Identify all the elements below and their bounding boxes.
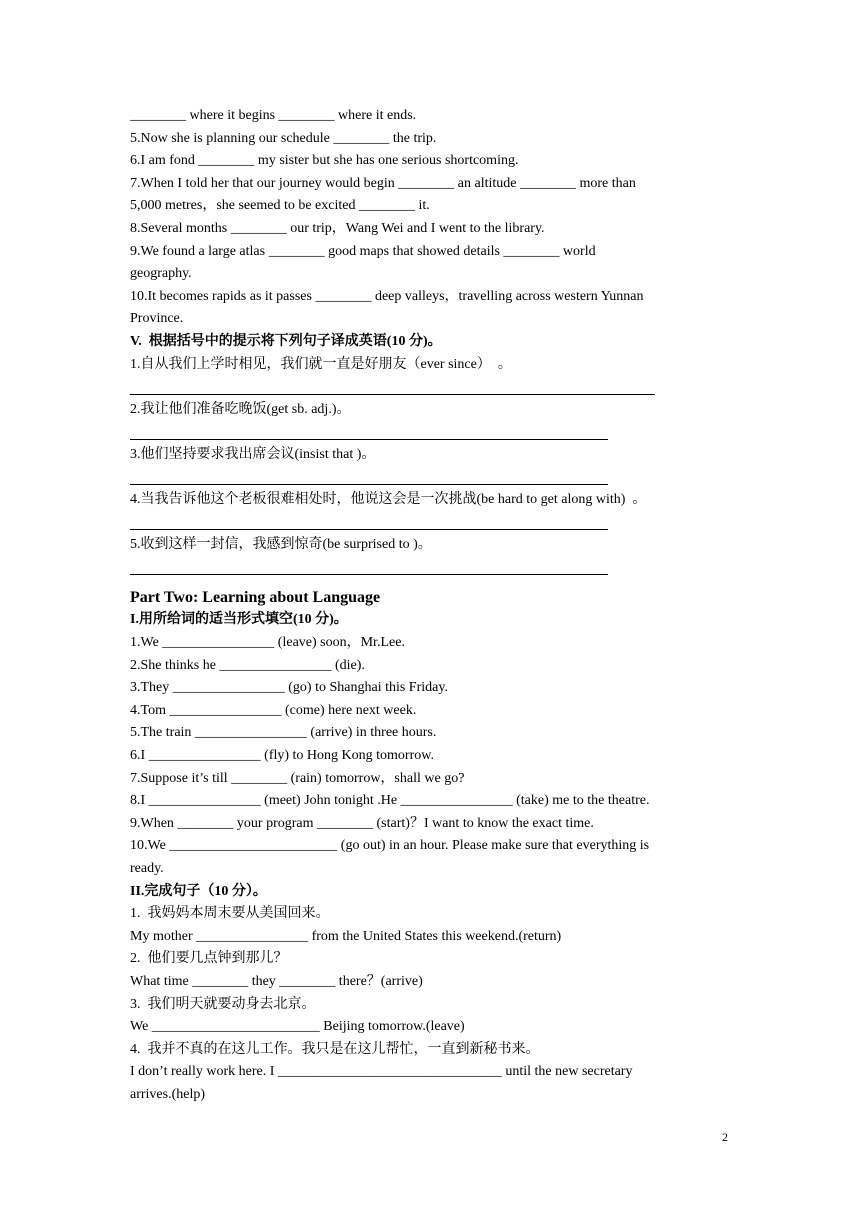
section-i (130, 609, 730, 880)
page-number: 2 (722, 1130, 728, 1144)
answer-line[interactable] (130, 557, 730, 580)
text-line: 9.We found a large atlas ________ good maps that showed details ________ world (130, 243, 596, 259)
text-line: 10.It becomes rapids as it passes ________ deep valleys，travelling across western Yunnan (130, 288, 644, 304)
translation-item: 5.收到这样一封信，我感到惊奇(be surprised to )。 (130, 537, 432, 553)
exercise-line: 3. 我们明天就要动身去北京。 (130, 996, 316, 1012)
exercise-line: 9.When ________ your program ________ (start)？I want to know the exact time. (130, 815, 594, 831)
answer-line[interactable] (130, 512, 730, 535)
exercise-line: 6.I ________________ (fly) to Hong Kong tomorrow. (130, 748, 434, 764)
text-line: 5,000 metres，she seemed to be excited ________ it. (130, 198, 430, 214)
part-one-tail (130, 105, 730, 331)
section-v-heading: V. 根据括号中的提示将下列句子译成英语(10 分)。 (130, 333, 442, 349)
section-ii (130, 881, 730, 1107)
exercise-line: arrives.(help) (130, 1086, 206, 1102)
exercise-line: What time ________ they ________ there？(arrive) (130, 973, 423, 989)
text-line: 6.I am fond ________ my sister but she has one serious shortcoming. (130, 153, 519, 169)
exercise-line: 2.She thinks he ________________ (die). (130, 657, 365, 673)
exercise-line: 2. 他们要几点钟到那儿？ (130, 951, 288, 967)
exercise-line: 10.We ________________________ (go out) in an hour. Please make sure that everything is (130, 838, 650, 854)
exercise-line: 1.We ________________ (leave) soon，Mr.Lee. (130, 635, 405, 651)
exercise-line: 3.They ________________ (go) to Shanghai this Friday. (130, 680, 448, 696)
text-line: 7.When I told her that our journey would begin ________ an altitude ________ more than (130, 175, 636, 191)
answer-line[interactable] (130, 376, 730, 399)
text-line: 5.Now she is planning our schedule ________ the trip. (130, 130, 437, 146)
section-ii-heading: II.完成句子（10 分）。 (130, 883, 267, 899)
exercise-line: We ________________________ Beijing tomorrow.(leave) (130, 1019, 465, 1035)
translation-item: 3.他们坚持要求我出席会议(insist that )。 (130, 446, 376, 462)
exercise-line: 1. 我妈妈本周末要从美国回来。 (130, 906, 330, 922)
text-line: ________ where it begins ________ where it ends. (130, 108, 417, 123)
exercise-line: ready. (130, 861, 164, 876)
answer-line[interactable] (130, 421, 730, 444)
text-line: Province. (130, 311, 184, 327)
document-page (130, 105, 730, 1107)
exercise-line: 5.The train ________________ (arrive) in three hours. (130, 725, 437, 741)
translation-item: 2.我让他们准备吃晚饭(get sb. adj.)。 (130, 401, 351, 417)
section-v (130, 331, 730, 580)
exercise-line: I don’t really work here. I ________________________________ until the new secretary (130, 1064, 633, 1080)
exercise-line: My mother ________________ from the United States this weekend.(return) (130, 928, 562, 944)
translation-item: 1.自从我们上学时相见，我们就一直是好朋友（ever since） 。 (130, 356, 512, 372)
exercise-line: 4.Tom ________________ (come) here next week. (130, 702, 417, 718)
part-two-title: Part Two: Learning about Language (130, 589, 381, 607)
exercise-line: 8.I ________________ (meet) John tonight .He ________________ (take) me to the theatre. (130, 793, 650, 809)
exercise-line: 4. 我并不真的在这儿工作。我只是在这儿帮忙，一直到新秘书来。 (130, 1041, 540, 1057)
text-line: 8.Several months ________ our trip，Wang Wei and I went to the library. (130, 220, 545, 236)
translation-item: 4.当我告诉他这个老板很难相处时，他说这会是一次挑战(be hard to get along with) 。 (130, 492, 647, 508)
exercise-line: 7.Suppose it’s till ________ (rain) tomorrow，shall we go? (130, 770, 465, 786)
answer-line[interactable] (130, 467, 730, 490)
text-line: geography. (130, 266, 192, 282)
section-i-heading: I.用所给词的适当形式填空(10 分)。 (130, 612, 348, 628)
